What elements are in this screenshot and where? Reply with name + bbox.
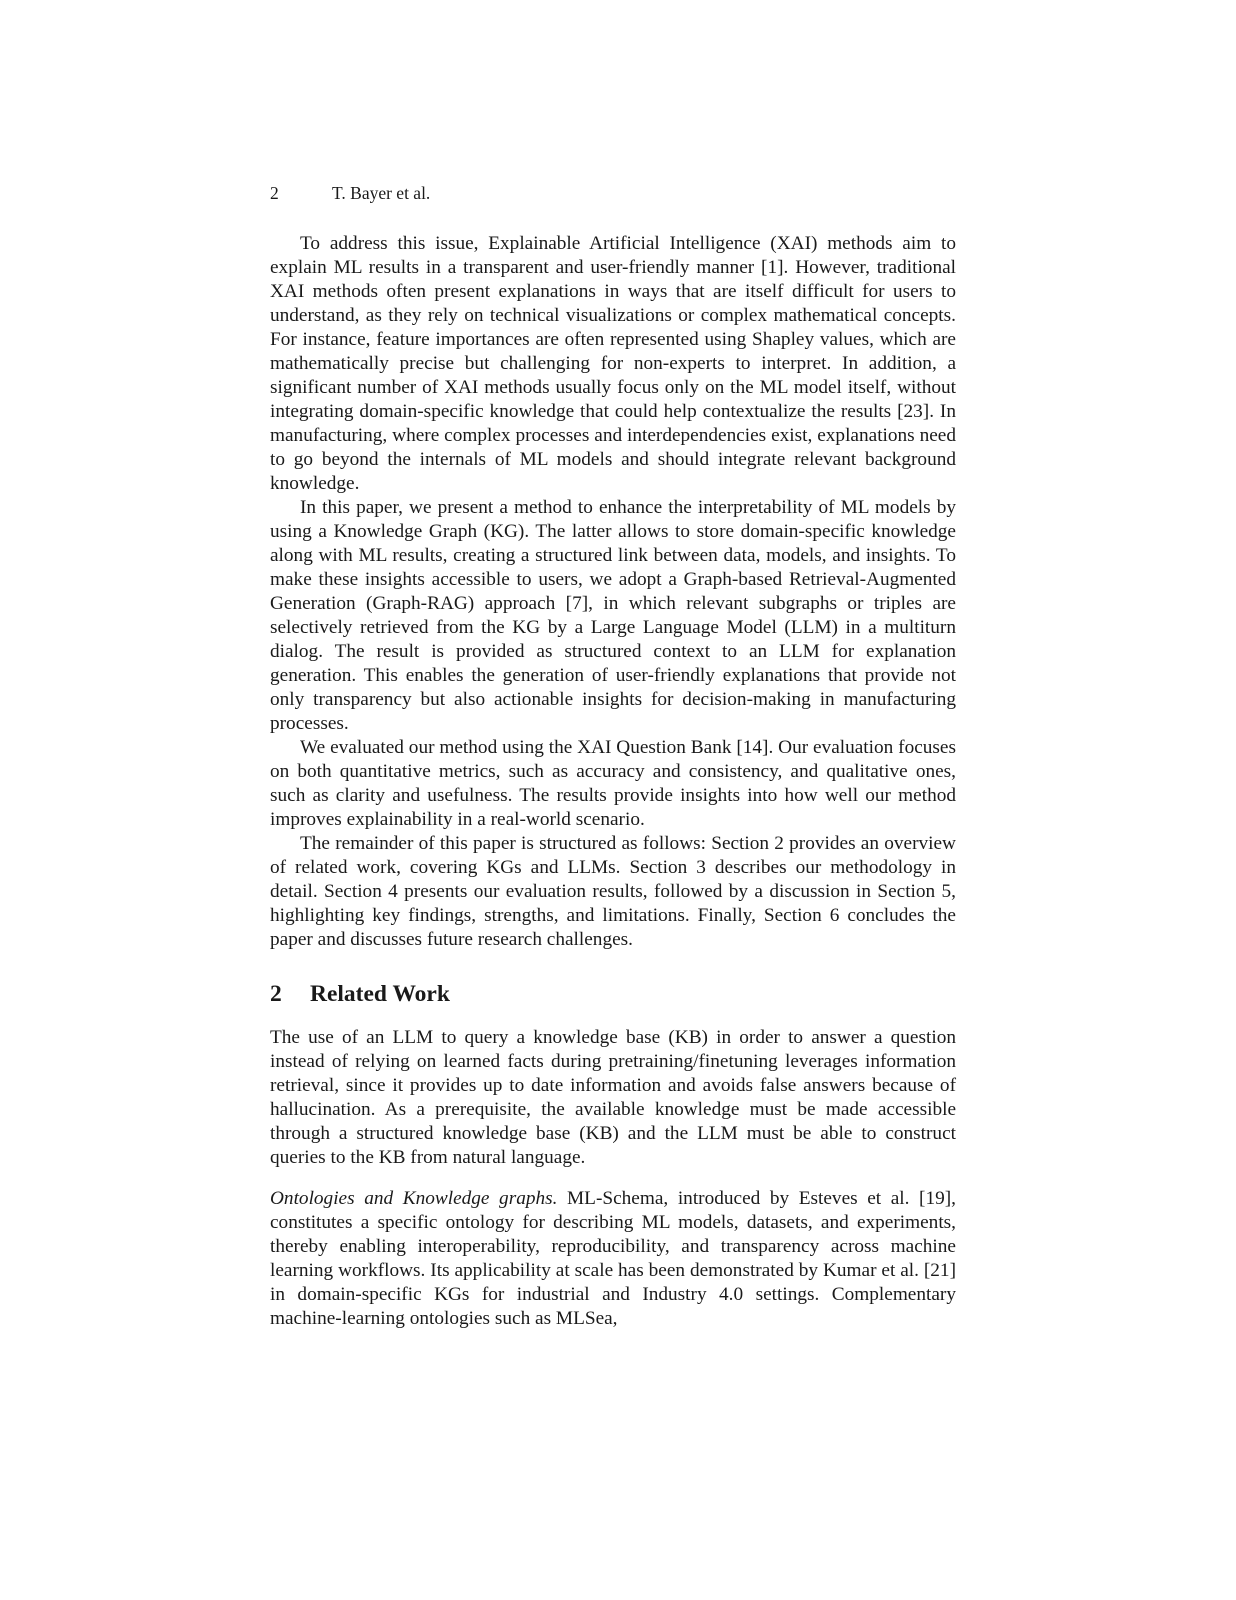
running-head-authors: T. Bayer et al. <box>332 183 431 203</box>
paragraph-method: In this paper, we present a method to enhance the interpretability of ML models by using a Knowledge Graph (KG). The latter allows to store domain-specific knowledge along with ML results, creating a structured link between data, models, and insights. To make these insights accessible to users, we adopt a Graph-based Retrieval-Augmented Generation (Graph-RAG) approach [7], in which relevant subgraphs or triples are selectively retrieved from the KG by a Large Language Model (LLM) in a multiturn dialog. The result is provided as structured context to an LLM for explanation generation. This enables the generation of user-friendly explanations that provide not only transparency but also actionable insights for decision-making in manufacturing processes. <box>270 497 956 734</box>
section-number: 2 <box>270 981 282 1007</box>
paragraph-structure: The remainder of this paper is structured as follows: Section 2 provides an overview of related work, covering KGs and LLMs. Section 3 describes our methodology in detail. Section 4 presents our evaluation results, followed by a discussion in Section 5, highlighting key findings, strengths, and limitations. Finally, Section 6 concludes the paper and discusses future research challenges. <box>270 833 956 950</box>
paragraph-ontologies <box>270 1187 956 1331</box>
section-heading-related-work <box>270 979 956 1009</box>
body-text <box>270 232 956 1331</box>
paragraph-related-work-intro: The use of an LLM to query a knowledge base (KB) in order to answer a question instead of relying on learned facts during pretraining/finetuning leverages information retrieval, since it provides up to date information and avoids false answers because of hallucination. As a prerequisite, the available knowledge must be made accessible through a structured knowledge base (KB) and the LLM must be able to construct queries to the KB from natural language. <box>270 1027 956 1168</box>
page-number: 2 <box>270 183 279 203</box>
section-title: Related Work <box>310 981 450 1007</box>
run-in-heading-ontologies: Ontologies and Knowledge graphs. <box>270 1188 558 1209</box>
paragraph-xai-issue: To address this issue, Explainable Artificial Intelligence (XAI) methods aim to explain ML results in a transparent and user-friendly manner [1]. However, traditional XAI methods often present explanations in ways that are itself difficult for users to understand, as they rely on technical visualizations or complex mathematical concepts. For instance, feature importances are often represented using Shapley values, which are mathematically precise but challenging for non-experts to interpret. In addition, a significant number of XAI methods usually focus only on the ML model itself, without integrating domain-specific knowledge that could help contextualize the results [23]. In manufacturing, where complex processes and interdependencies exist, explanations need to go beyond the internals of ML models and should integrate relevant background knowledge. <box>270 233 956 494</box>
running-head <box>270 182 430 204</box>
paragraph-ontologies-text: ML-Schema, introduced by Esteves et al. [19], constitutes a specific ontology for describing ML models, datasets, and experiments, thereby enabling interoperability, reproducibility, and transparency across machine learning workflows. Its applicability at scale has been demonstrated by Kumar et al. [21] in domain-specific KGs for industrial and Industry 4.0 settings. Complementary machine-learning ontologies such as MLSea, <box>270 1188 956 1329</box>
paragraph-evaluation: We evaluated our method using the XAI Question Bank [14]. Our evaluation focuses on both quantitative metrics, such as accuracy and consistency, and qualitative ones, such as clarity and usefulness. The results provide insights into how well our method improves explainability in a real-world scenario. <box>270 737 956 830</box>
